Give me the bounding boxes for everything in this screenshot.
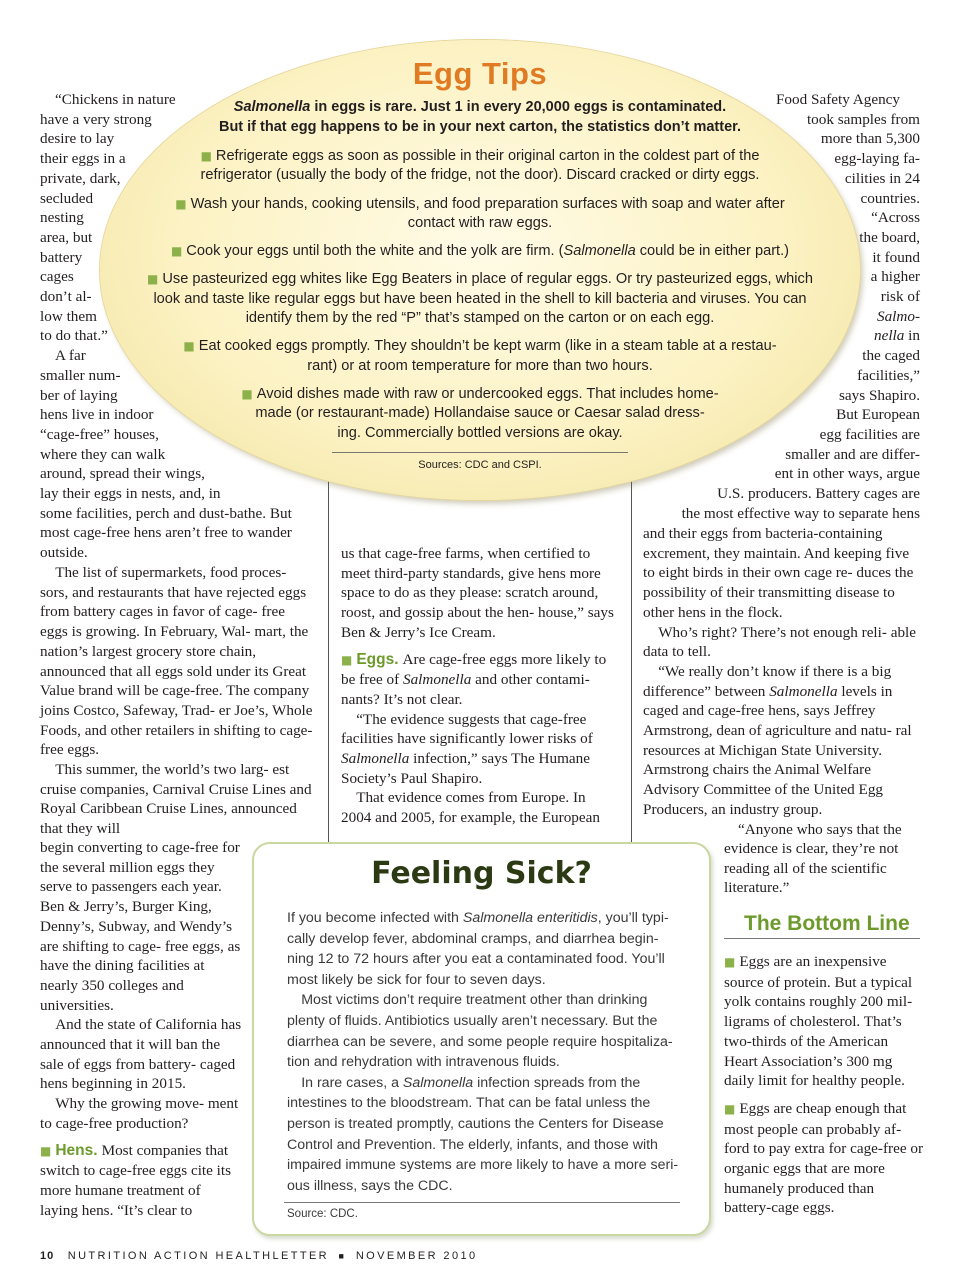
text: infection spreads from the intestines to the bloodstream. That can be fatal unless the person is treated promptly, cautions the Centers for Disease Control and Prevention. The elderly, infants, and those with impaired immune systems are more likely to have a more seri- ous illness, says the CDC. [287, 1074, 679, 1194]
text: could be in either part.) [635, 243, 790, 260]
text: Refrigerate eggs as soon as possible in their original carton in the coldest part of the [215, 148, 760, 164]
text: “The evidence suggests that cage-free facilities have significantly lower risks of [341, 710, 593, 748]
right-line: “Across [871, 209, 920, 227]
feeling-sick-rule [284, 1202, 680, 1203]
paragraph-eggs [341, 650, 617, 710]
text: ing. Commercially bottled versions are okay. [337, 424, 623, 441]
egg-tips-rule [332, 452, 628, 453]
text: , you’ll typi- cally develop fever, abdominal cramps, and diarrhea begin- ning 12 to 72 hours after you eat a contaminated food. You’ll most likely be sick for four to seven days. [287, 910, 669, 988]
egg-tip-item [140, 270, 820, 328]
subhead-hens: Hens. [55, 1141, 98, 1159]
right-line: it found [872, 248, 920, 266]
right-line: the caged [862, 347, 920, 365]
text: If you become infected with [287, 910, 463, 926]
text: contact with raw eggs. [407, 214, 553, 231]
left-line: “cage-free” houses, [40, 425, 159, 443]
text-em: Salmo- [876, 307, 920, 325]
page-footer [40, 1250, 478, 1262]
text: identify them by the red “P” that’s stamped on the carton or on each egg. [245, 310, 715, 327]
bottom-line-rule [724, 938, 920, 939]
bottom-line-item [724, 1099, 924, 1218]
egg-tip-item [140, 385, 820, 443]
right-column-lower [724, 839, 920, 898]
text: levels in caged and cage-free hens, says Jeffrey Armstrong, dean of agriculture and natu- ral resources at Michigan State University. Armstrong chairs the Animal Welfare Advisory Committee of the United Egg Producers, an industry group. [643, 682, 912, 818]
bottom-line-title: The Bottom Line [744, 912, 910, 935]
left-line: A far [55, 347, 86, 365]
egg-tip-item [140, 242, 820, 261]
bullet-square-icon: ■ [200, 149, 212, 163]
text: In rare cases, a [301, 1074, 403, 1091]
egg-tips-title: Egg Tips [412, 56, 548, 91]
paragraph: The list of supermarkets, food proces- sors, and restaurants that have rejected eggs from battery cages in favor of cage- free eggs is growing. In February, Wal- mart, the nation’s largest grocery store chain, announced that all eggs sold under its Great Value brand will be cage-free. The company joins Costco, Safeway, Trad- er Joe’s, Whole Foods, and other retailers in shifting to cage-free eggs. [40, 564, 313, 759]
bottom-line-body [724, 952, 924, 1218]
bullet-square-icon: ■ [40, 1143, 52, 1158]
bullet-square-icon: ■ [724, 955, 736, 969]
bottom-line-item [724, 952, 924, 1091]
text: “We really don’t know if there is a big difference” between [643, 662, 892, 700]
text-em: nella [874, 327, 905, 345]
right-line: smaller and are differ- [785, 445, 920, 463]
column-rule-left [328, 470, 329, 842]
egg-tip-item [140, 147, 820, 186]
right-line: egg facilities are [819, 425, 920, 443]
right-line: countries. [860, 189, 920, 207]
right-line: egg-laying fa- [834, 150, 920, 168]
text: infection,” says The Humane Society’s Paul Shapiro. [341, 750, 590, 787]
text: in [904, 327, 920, 345]
left-line: low them [40, 307, 97, 325]
text: Eggs are an inexpensive source of protein. But a typical yolk contains roughly 200 mil- ligrams of cholesterol. That’s two-thirds of the American Heart Association’s 300 mg daily limit for healthy people. [724, 953, 913, 1090]
left-line: area, but [40, 228, 93, 246]
text-em: Salmonella [563, 243, 636, 260]
right-line: a higher [870, 268, 920, 286]
text-em: Salmonella [769, 682, 838, 700]
left-line: “Chickens in nature [55, 91, 176, 108]
paragraph [287, 1073, 682, 1197]
left-line: their eggs in a [40, 150, 126, 168]
text: Eat cooked eggs promptly. They shouldn’t be kept warm (like in a steam table at a restau- [198, 338, 777, 355]
feeling-sick-box [252, 842, 711, 1236]
text-em: Salmonella [341, 750, 410, 768]
left-line: smaller num- [40, 366, 121, 384]
text: Cook your eggs until both the white and the yolk are firm. ( [186, 243, 564, 260]
right-line: But European [836, 406, 920, 424]
issue-date: NOVEMBER 2010 [355, 1250, 478, 1262]
text: Are cage-free eggs more likely to be free of [341, 650, 607, 689]
text-em: Salmonella [233, 99, 311, 115]
text: and other contami- nants? It’s not clear. [341, 671, 590, 708]
left-line: to do that.” [40, 327, 108, 345]
egg-tip-item [140, 337, 820, 376]
text-em: Salmonella [402, 671, 472, 689]
left-line: outside. [40, 544, 88, 562]
paragraph: That evidence comes from Europe. In 2004 and 2005, for example, the European [341, 789, 600, 827]
paragraph [341, 710, 617, 789]
egg-tips-content [140, 56, 820, 471]
bullet-square-icon: ■ [724, 1101, 736, 1116]
egg-tips-source: Sources: CDC and CSPI. [418, 458, 542, 471]
text: refrigerator (usually the body of the fridge, not the door). Discard cracked or dirty eggs. [200, 167, 760, 184]
left-line: lay their eggs in nests, and, in [40, 485, 221, 503]
column-rule-right [631, 470, 632, 842]
paragraph: begin converting to cage-free for the several million eggs they serve to passengers each year. Ben & Jerry’s, Burger King, Denny’s, Subway, and Wendy’s are shifting to cage- free eggs, as have the dining facilities at nearly 350 colleges and universities. [40, 839, 241, 1014]
text: Use pasteurized egg whites like Egg Beaters in place of regular eggs. Or try pasteurized eggs, which [162, 271, 813, 288]
right-line: took samples from [806, 110, 920, 128]
text: made (or restaurant-made) Hollandaise sauce or Caesar salad dress- [255, 405, 705, 422]
left-line: ber of laying [40, 386, 118, 404]
left-column-lower [40, 563, 316, 839]
paragraph: And the state of California has announced that it will ban the sale of eggs from battery- caged hens beginning in 2015. [40, 1016, 242, 1093]
bullet-square-icon: ■ [341, 652, 353, 667]
feeling-sick-source: Source: CDC. [287, 1208, 358, 1220]
right-line: risk of [880, 288, 920, 306]
right-line: says Shapiro. [839, 386, 920, 404]
hens-text: Most companies that switch to cage-free eggs cite its more humane treatment of laying hens. “It’s clear to [40, 1141, 232, 1219]
paragraph: Most victims don’t require treatment other than drinking plenty of fluids. Antibiotics usually aren’t necessary. But the diarrhea can be severe, and some people require hospitaliza- tion and rehydration with intravenous fluids. [287, 992, 673, 1071]
page-number: 10 [40, 1250, 55, 1262]
left-column-narrow [40, 838, 242, 1220]
bullet-square-icon: ■ [175, 196, 187, 211]
left-line: nesting [40, 209, 84, 227]
left-line: battery [40, 248, 83, 266]
paragraph-hens [40, 1141, 242, 1221]
publication-name: NUTRITION ACTION HEALTHLETTER [67, 1250, 330, 1262]
right-line: the board, [859, 228, 920, 246]
paragraph: Who’s right? There’s not enough reli- able data to tell. [643, 623, 917, 661]
text: But if that egg happens to be in your next carton, the statistics don’t matter. [218, 118, 742, 135]
right-column-middle [643, 524, 920, 839]
bullet-square-icon: ■ [147, 272, 159, 287]
left-line: cages [40, 268, 74, 286]
bullet-square-icon: ■ [241, 386, 253, 401]
text-em: Salmonella enteritidis [462, 910, 598, 926]
left-line: most cage-free hens aren’t free to wander [40, 524, 292, 542]
left-line: some facilities, perch and dust-bathe. But [40, 504, 292, 522]
paragraph: evidence is clear, they’re not reading all of the scientific literature.” [724, 840, 899, 897]
middle-column [341, 544, 617, 828]
paragraph: and their eggs from bacteria-containing excrement, they maintain. And keeping five to eight birds in their own cage re- duces the possibility of their transmitting disease to other hens in the flock. [643, 525, 914, 621]
text: in eggs is rare. Just 1 in every 20,000 eggs is contaminated. [310, 99, 727, 115]
text: Eggs are cheap enough that most people can probably af- ford to pay extra for cage-free or organic eggs that are more humanely produced than battery-cage eggs. [724, 1099, 924, 1217]
left-line: hens live in indoor [40, 406, 154, 424]
paragraph: “Anyone who says that the [738, 820, 902, 838]
left-line: around, spread their wings, [40, 465, 205, 483]
paragraph: us that cage-free farms, when certified to meet third-party standards, give hens more space to do as they please: scratch around, roost, and gossip about the hen- house,” says Ben & Jerry’s Ice Cream. [341, 545, 614, 641]
left-line: private, dark, [40, 169, 121, 187]
left-line: where they can walk [40, 445, 166, 463]
left-line: desire to lay [40, 130, 115, 148]
right-line: more than 5,300 [820, 130, 920, 148]
paragraph [287, 908, 682, 990]
right-line: ent in other ways, argue [774, 465, 920, 483]
feeling-sick-title: Feeling Sick? [371, 856, 592, 891]
paragraph: Why the growing move- ment to cage-free production? [40, 1095, 239, 1132]
bullet-square-icon: ■ [183, 339, 195, 354]
bullet-square-icon: ■ [170, 244, 183, 259]
left-line: have a very strong [40, 110, 152, 128]
egg-tip-item [140, 195, 820, 234]
text-em: Salmonella [402, 1074, 474, 1091]
feeling-sick-body [287, 908, 682, 1196]
footer-separator: ■ [338, 1251, 347, 1261]
text: Avoid dishes made with raw or undercooked eggs. That includes home- [256, 385, 719, 402]
text: Wash your hands, cooking utensils, and food preparation surfaces with soap and water after [190, 195, 785, 212]
right-line: U.S. producers. Battery cages are [717, 485, 920, 503]
right-line: facilities,” [857, 366, 920, 384]
right-line: cilities in 24 [844, 169, 920, 187]
egg-tips-intro [140, 98, 820, 137]
right-line: the most effective way to separate hens [681, 504, 920, 522]
text: rant) or at room temperature for more than two hours. [307, 357, 653, 374]
text: look and taste like regular eggs but have been heated in the shell to kill bacteria and viruses. You can [153, 290, 807, 307]
left-line: secluded [40, 189, 94, 207]
paragraph [643, 662, 920, 820]
right-line: Food Safety Agency [775, 91, 900, 108]
left-line: don’t al- [40, 288, 92, 306]
subhead-eggs: Eggs. [356, 650, 399, 668]
paragraph: This summer, the world’s two larg- est cruise companies, Carnival Cruise Lines and Royal Caribbean Cruise Lines, announced that they will [40, 761, 312, 838]
